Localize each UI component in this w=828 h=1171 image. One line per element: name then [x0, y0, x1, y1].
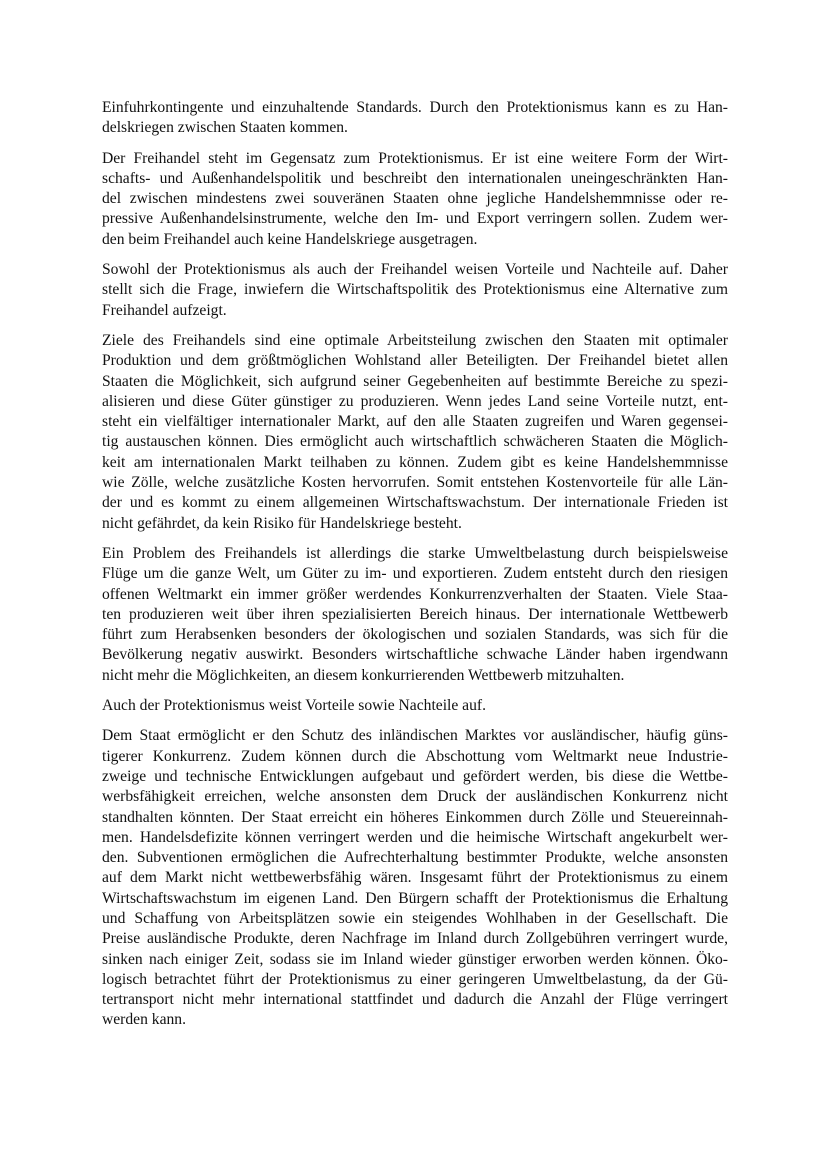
text-line: führt zum Herabsenken besonders der ökologischen und sozialen Standards, was sich für die: [102, 626, 728, 644]
text-line: sinken nach einiger Zeit, sodass sie im Inland wieder günstiger erworben werden können. Öko-: [102, 950, 728, 968]
text-line: Wirtschaftswachstum im eigenen Land. Den Bürgern schafft der Protektionismus die Erhaltung: [102, 889, 728, 907]
paragraph-3: [102, 260, 728, 321]
text-line: Der Freihandel steht im Gegensatz zum Protektionismus. Er ist eine weitere Form der Wirt-: [102, 149, 728, 167]
text-line: den. Subventionen ermöglichen die Aufrechterhaltung bestimmter Produkte, welche ansonsten: [102, 849, 728, 867]
text-line: logisch betrachtet führt der Protektionismus zu einer geringeren Umweltbelastung, da der Gü-: [102, 970, 728, 988]
text-line: Ein Problem des Freihandels ist allerdings die starke Umweltbelastung durch beispielsweise: [102, 544, 728, 562]
text-line: Preise ausländische Produkte, deren Nachfrage im Inland durch Zollgebühren verringert wurde,: [102, 930, 728, 948]
text-line: pressive Außenhandelsinstrumente, welche den Im- und Export verringern sollen. Zudem wer-: [102, 210, 728, 228]
paragraph-6: [102, 696, 728, 716]
paragraph-1: [102, 98, 728, 139]
text-line: werden kann.: [102, 1011, 186, 1029]
paragraph-5: [102, 544, 728, 686]
text-line: keit am internationalen Markt teilhaben zu können. Zudem gibt es keine Handelshemmnisse: [102, 453, 728, 471]
text-line: auf dem Markt nicht wettbewerbsfähig wären. Insgesamt führt der Protektionismus zu einem: [102, 869, 728, 887]
text-line: schafts- und Außenhandelspolitik und beschreibt den internationalen uneingeschränkten Han-: [102, 169, 728, 187]
text-line: stellt sich die Frage, inwiefern die Wirtschaftspolitik des Protektionismus eine Alternative zum: [102, 281, 728, 299]
text-line: tigerer Konkurrenz. Zudem können durch die Abschottung vom Weltmarkt neue Industrie-: [102, 747, 728, 765]
text-line: und Schaffung von Arbeitsplätzen sowie ein steigendes Wohlhaben in der Gesellschaft. Die: [102, 909, 728, 927]
text-line: tig austauschen können. Dies ermöglicht auch wirtschaftlich schwächeren Staaten die Möglich-: [102, 433, 728, 451]
document-body: [102, 98, 728, 1041]
text-line: Freihandel aufzeigt.: [102, 301, 227, 319]
text-line: zweige und technische Entwicklungen aufgebaut und gefördert werden, bis diese die Wettbe-: [102, 767, 728, 785]
paragraph-7: [102, 726, 728, 1030]
text-line: wie Zölle, welche zusätzliche Kosten hervorrufen. Somit entstehen Kostenvorteile für alle Län-: [102, 474, 728, 492]
text-line: tertransport nicht mehr international stattfindet und dadurch die Anzahl der Flüge verringert: [102, 991, 728, 1009]
paragraph-4: [102, 331, 728, 534]
text-line: offenen Weltmarkt ein immer größer werdendes Konkurrenzverhalten der Staaten. Viele Staa-: [102, 585, 728, 603]
text-line: werbsfähigkeit erreichen, welche ansonsten dem Druck der ausländischen Konkurrenz nicht: [102, 788, 728, 806]
text-line: Einfuhrkontingente und einzuhaltende Standards. Durch den Protektionismus kann es zu Han-: [102, 99, 728, 116]
text-line: standhalten könnten. Der Staat erreicht ein höheres Einkommen durch Zölle und Steuereinnah-: [102, 808, 728, 826]
text-line: alisieren und diese Güter günstiger zu produzieren. Wenn jedes Land seine Vorteile nutzt, ent-: [102, 392, 728, 410]
text-line: Bevölkerung negativ auswirkt. Besonders wirtschaftliche schwache Länder haben irgendwann: [102, 646, 728, 664]
text-line: steht ein vielfältiger internationaler Markt, auf den alle Staaten zugreifen und Waren gegensei-: [102, 413, 728, 431]
paragraph-2: [102, 149, 728, 250]
text-line: nicht gefährdet, da kein Risiko für Handelskriege besteht.: [102, 514, 462, 532]
text-line: Staaten die Möglichkeit, sich aufgrund seiner Gegebenheiten auf bestimmte Bereiche zu spezi-: [102, 372, 728, 390]
text-line: nicht mehr die Möglichkeiten, an diesem konkurrierenden Wettbewerb mitzuhalten.: [102, 666, 625, 684]
text-line: Dem Staat ermöglicht er den Schutz des inländischen Marktes vor ausländischer, häufig güns-: [102, 727, 728, 745]
text-line: Auch der Protektionismus weist Vorteile sowie Nachteile auf.: [102, 697, 486, 715]
text-line: ten produzieren weit über ihren spezialisierten Bereich hinaus. Der internationale Wettbewerb: [102, 605, 728, 623]
text-line: del zwischen mindestens zwei souveränen Staaten ohne jegliche Handelshemmnisse oder re-: [102, 190, 728, 208]
text-line: der und es kommt zu einem allgemeinen Wirtschaftswachstum. Der internationale Frieden ist: [102, 494, 728, 512]
text-line: Flüge um die ganze Welt, um Güter zu im- und exportieren. Zudem entsteht durch den riesigen: [102, 565, 728, 583]
text-line: den beim Freihandel auch keine Handelskriege ausgetragen.: [102, 230, 478, 248]
text-line: Produktion und dem größtmöglichen Wohlstand aller Beteiligten. Der Freihandel bietet allen: [102, 352, 728, 370]
text-line: delskriegen zwischen Staaten kommen.: [102, 119, 348, 137]
text-line: Ziele des Freihandels sind eine optimale Arbeitsteilung zwischen den Staaten mit optimaler: [102, 331, 728, 349]
text-line: Sowohl der Protektionismus als auch der Freihandel weisen Vorteile und Nachteile auf. Daher: [102, 261, 728, 279]
text-line: men. Handelsdefizite können verringert werden und die heimische Wirtschaft angekurbelt wer-: [102, 828, 728, 846]
